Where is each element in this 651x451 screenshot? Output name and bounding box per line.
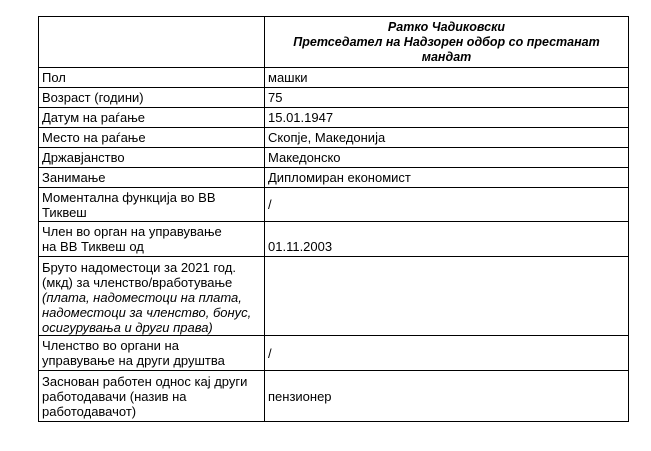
- label-gross-compensation: [39, 257, 265, 336]
- row-gender: [39, 68, 629, 88]
- label-board-member-since: [39, 222, 265, 257]
- row-other-boards: [39, 336, 629, 371]
- label-other-employment-line1: Заснован работен однос кај други: [42, 373, 248, 389]
- value-gross-compensation: [265, 257, 629, 336]
- value-birth-place: Скопје, Македонија: [265, 128, 629, 148]
- row-board-member-since: [39, 222, 629, 257]
- row-birth-date: [39, 108, 629, 128]
- person-name: Ратко Чадиковски: [387, 19, 506, 34]
- label-current-function-line1: Моментална функција во ВВ: [42, 189, 216, 205]
- label-other-boards-line1: Членство во органи на: [42, 338, 179, 353]
- value-other-boards: /: [265, 336, 629, 371]
- header-cell: [265, 17, 629, 68]
- value-age: 75: [265, 88, 629, 108]
- label-other-employment-line2: работодавачи (назив на: [42, 388, 187, 404]
- person-position-line2: мандат: [421, 49, 472, 64]
- label-citizenship: Државјанство: [39, 148, 265, 168]
- label-other-boards: [39, 336, 265, 371]
- value-occupation: Дипломиран економист: [265, 168, 629, 188]
- label-gross-compensation-note1: (плата, надоместоци на плата,: [42, 290, 242, 305]
- row-citizenship: [39, 148, 629, 168]
- label-board-member-since-line1: Член во орган на управување: [42, 224, 222, 239]
- label-other-employment: [39, 371, 265, 422]
- value-current-function: /: [265, 188, 629, 222]
- label-birth-date: Датум на раѓање: [39, 108, 265, 128]
- row-current-function: [39, 188, 629, 222]
- label-occupation: Занимање: [39, 168, 265, 188]
- row-other-employment: [39, 371, 629, 422]
- label-gross-compensation-line1: Бруто надоместоци за 2021 год.: [42, 260, 236, 275]
- header-row: [39, 17, 629, 68]
- value-citizenship: Македонско: [265, 148, 629, 168]
- label-gross-compensation-note3: осигурувања и други права): [42, 320, 213, 335]
- label-other-boards-line2: управување на други друштва: [42, 353, 225, 368]
- label-board-member-since-line2: на ВВ Тиквеш од: [42, 239, 144, 254]
- label-age: Возраст (години): [39, 88, 265, 108]
- value-board-member-since: 01.11.2003: [265, 222, 629, 257]
- value-birth-date: 15.01.1947: [265, 108, 629, 128]
- value-gender: машки: [265, 68, 629, 88]
- value-other-employment: пензионер: [265, 371, 629, 422]
- header-empty-cell: [39, 17, 265, 68]
- label-gender: Пол: [39, 68, 265, 88]
- label-current-function-line2: Тиквеш: [42, 204, 87, 220]
- label-current-function: [39, 188, 265, 222]
- person-position-line1: Претседател на Надзорен одбор со престанат: [293, 34, 600, 49]
- label-gross-compensation-note2: надоместоци за членство, бонус,: [42, 305, 252, 320]
- row-occupation: [39, 168, 629, 188]
- row-birth-place: [39, 128, 629, 148]
- label-birth-place: Место на раѓање: [39, 128, 265, 148]
- label-gross-compensation-line2: (мкд) за членство/вработување: [42, 275, 233, 290]
- profile-table: [38, 16, 629, 422]
- row-age: [39, 88, 629, 108]
- label-other-employment-line3: работодавачот): [42, 403, 137, 419]
- row-gross-compensation: [39, 257, 629, 336]
